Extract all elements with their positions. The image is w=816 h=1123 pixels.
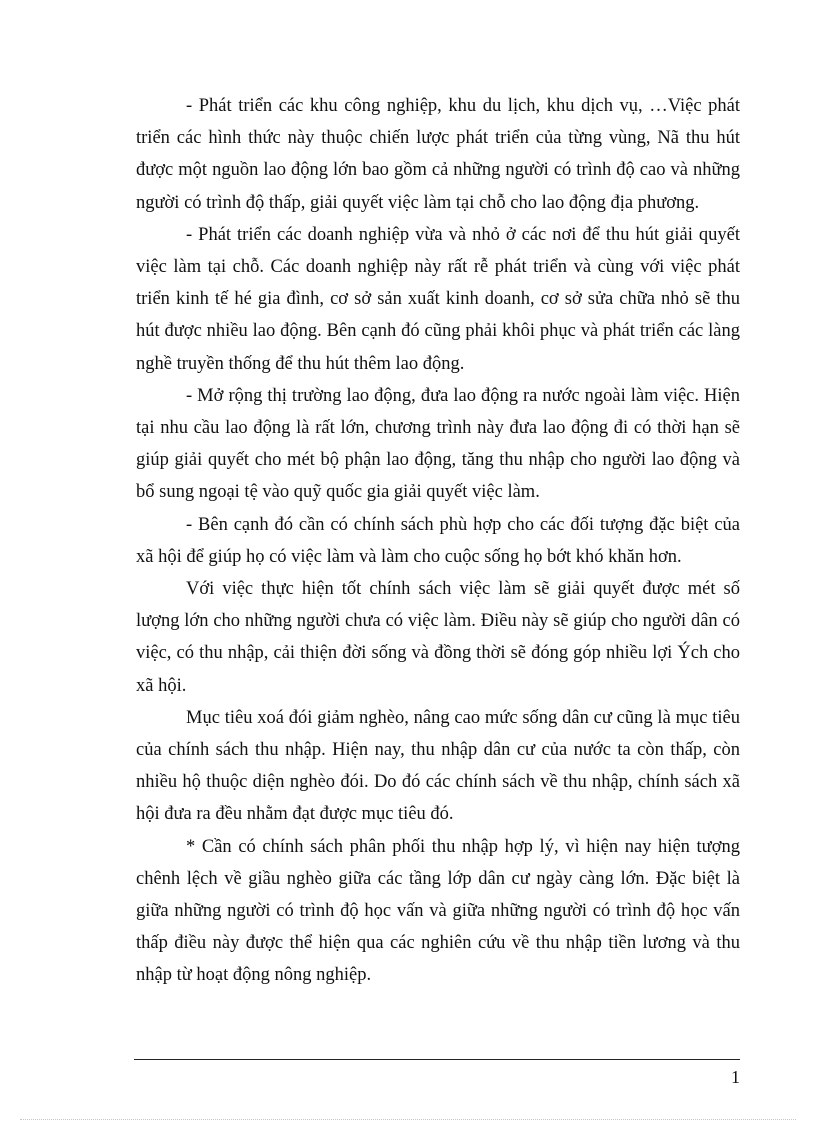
page-number: 1 bbox=[731, 1067, 740, 1087]
paragraph-labor-export: - Mở rộng thị trường lao động, đưa lao động ra nước ngoài làm việc. Hiện tại nhu cầu lao động là rất lớn, chương trình này đưa lao động đi có thời hạn sẽ giúp giải quyết cho mét bộ phận lao động, tăng thu nhập cho người lao động và bổ sung ngoại tệ vào quỹ quốc gia giải quyết việc làm. bbox=[136, 385, 740, 503]
paragraph-poverty-reduction: Mục tiêu xoá đói giảm nghèo, nâng cao mức sống dân cư cũng là mục tiêu của chính sách thu nhập. Hiện nay, thu nhập dân cư của nước ta còn thấp, còn nhiều hộ thuộc diện nghèo đói. Do đó các chính sách về thu nhập, chính sách xã hội đưa ra đều nhằm đạt được mục tiêu đó. bbox=[136, 707, 740, 825]
paragraph-income-distribution: * Cần có chính sách phân phối thu nhập hợp lý, vì hiện nay hiện tượng chênh lệch về giầu nghèo giữa các tầng lớp dân cư ngày càng lớn. Đặc biệt là giữa những người có trình độ học vấn và giữa những người có trình độ học vấn thấp điều này được thể hiện qua các nghiên cứu về thu nhập tiền lương và thu nhập từ hoạt động nông nghiệp. bbox=[136, 836, 740, 986]
page-bottom-border bbox=[20, 1119, 796, 1120]
paragraph-small-enterprises: - Phát triển các doanh nghiệp vừa và nhỏ ở các nơi để thu hút giải quyết việc làm tại chỗ. Các doanh nghiệp này rất rễ phát triển và cùng với việc phát triển kinh tế hé gia đình, cơ sở sản xuất kinh doanh, cơ sở sửa chữa nhỏ sẽ thu hút được nhiều lao động. Bên cạnh đó cũng phải khôi phục và phát triển các làng nghề truyền thống để thu hút thêm lao động. bbox=[136, 224, 740, 374]
paragraph-special-groups: - Bên cạnh đó cần có chính sách phù hợp cho các đối tượng đặc biệt của xã hội để giúp họ có việc làm và làm cho cuộc sống họ bớt khó khăn hơn. bbox=[136, 514, 740, 567]
document-body bbox=[136, 90, 740, 992]
paragraph-industrial-zones: - Phát triển các khu công nghiệp, khu du lịch, khu dịch vụ, …Việc phát triển các hình thức này thuộc chiến lược phát triển của từng vùng, Nã thu hút được một nguồn lao động lớn bao gồm cả những người có trình độ cao và những người có trình độ thấp, giải quyết việc làm tại chỗ cho lao động địa phương. bbox=[136, 96, 740, 213]
footer-divider bbox=[134, 1059, 740, 1060]
paragraph-employment-policy: Với việc thực hiện tốt chính sách việc làm sẽ giải quyết được mét số lượng lớn cho những người chưa có việc làm. Điều này sẽ giúp cho người dân có việc, có thu nhập, cải thiện đời sống và đồng thời sẽ đóng góp nhiều lợi Ých cho xã hội. bbox=[136, 579, 740, 696]
